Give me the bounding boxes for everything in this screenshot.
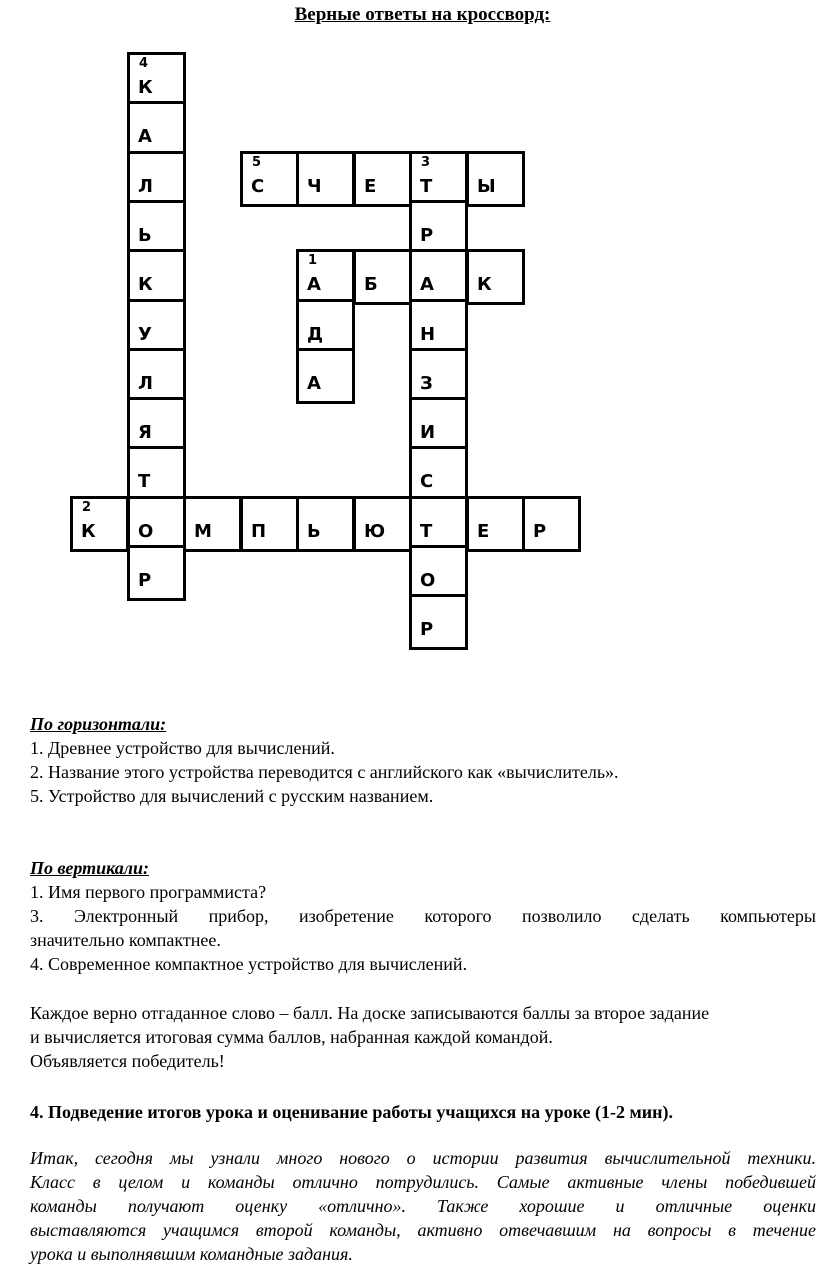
crossword-cell bbox=[409, 151, 468, 207]
scoring-text bbox=[30, 1001, 816, 1073]
crossword-cell bbox=[240, 151, 299, 207]
cell-letter: К bbox=[138, 77, 153, 98]
horizontal-heading: По горизонтали: bbox=[30, 714, 167, 734]
crossword-cell bbox=[70, 496, 129, 552]
crossword-cell bbox=[127, 496, 186, 552]
scoring-line-2: и вычисляется итоговая сумма баллов, набранная каждой командой. bbox=[30, 1027, 553, 1047]
crossword-cell bbox=[127, 249, 186, 305]
cell-letter: А bbox=[307, 373, 321, 394]
crossword-cell bbox=[240, 496, 299, 552]
crossword-cell bbox=[296, 151, 355, 207]
horizontal-clue-5: 5. Устройство для вычислений с русским названием. bbox=[30, 786, 434, 806]
vertical-clue-3-line1: 3. Электронный прибор, изобретение которого позволило сделать компьютеры bbox=[30, 906, 816, 926]
crossword-cell bbox=[353, 151, 412, 207]
crossword-cell bbox=[296, 348, 355, 404]
cell-letter: Л bbox=[138, 176, 153, 197]
cell-letter: Е bbox=[364, 176, 377, 197]
vertical-clue-4: 4. Современное компактное устройство для вычислений. bbox=[30, 954, 468, 974]
crossword-cell bbox=[409, 348, 468, 404]
crossword-cell bbox=[127, 52, 186, 108]
cell-letter: К bbox=[477, 274, 492, 295]
section-4-line-3: команды получают оценку «отлично». Также хорошие и отличные оценки bbox=[30, 1196, 816, 1216]
cell-letter: П bbox=[251, 521, 267, 542]
page-title: Верные ответы на кроссворд: bbox=[294, 4, 551, 25]
clue-number: 4 bbox=[139, 56, 149, 71]
crossword-cell bbox=[409, 397, 468, 453]
cell-letter: Н bbox=[420, 324, 436, 345]
cell-letter: Л bbox=[138, 373, 153, 394]
cell-letter: К bbox=[138, 274, 153, 295]
crossword-cell bbox=[409, 200, 468, 256]
crossword-cell bbox=[127, 200, 186, 256]
crossword-cell bbox=[409, 299, 468, 355]
cell-letter: А bbox=[420, 274, 434, 295]
crossword-cell bbox=[409, 446, 468, 502]
cell-letter: И bbox=[420, 422, 436, 443]
section-4-line-4: выставляются учащимся второй команды, активно отвечавшим на вопросы в течение bbox=[30, 1220, 816, 1240]
cell-letter: Б bbox=[364, 274, 378, 295]
crossword-cell bbox=[466, 151, 525, 207]
crossword-cell bbox=[353, 496, 412, 552]
cell-letter: Е bbox=[477, 521, 490, 542]
cell-letter: Ы bbox=[477, 176, 496, 197]
section-4-line-5: урока и выполнявшим командные задания. bbox=[30, 1244, 353, 1264]
cell-letter: Т bbox=[420, 176, 433, 197]
crossword-cell bbox=[409, 496, 468, 552]
crossword-cell bbox=[466, 496, 525, 552]
crossword-cell bbox=[183, 496, 242, 552]
cell-letter: З bbox=[420, 373, 433, 394]
vertical-heading: По вертикали: bbox=[30, 858, 150, 878]
cell-letter: Т bbox=[420, 521, 433, 542]
clue-number: 3 bbox=[421, 155, 431, 170]
cell-letter: Ю bbox=[364, 521, 386, 542]
crossword-cell bbox=[353, 249, 412, 305]
cell-letter: Д bbox=[307, 324, 324, 345]
cell-letter: С bbox=[251, 176, 265, 197]
crossword-cell bbox=[127, 299, 186, 355]
section-4-heading: 4. Подведение итогов урока и оценивание работы учащихся на уроке (1-2 мин). bbox=[30, 1102, 674, 1122]
crossword-cell bbox=[127, 101, 186, 157]
crossword-cell bbox=[409, 594, 468, 650]
horizontal-clues bbox=[30, 712, 816, 808]
cell-letter: Р bbox=[533, 521, 547, 542]
cell-letter: Ь bbox=[307, 521, 321, 542]
crossword-cell bbox=[127, 151, 186, 207]
cell-letter: О bbox=[138, 521, 154, 542]
crossword-cell bbox=[127, 545, 186, 601]
crossword-cell bbox=[466, 249, 525, 305]
vertical-clues bbox=[30, 856, 816, 976]
cell-letter: С bbox=[420, 471, 434, 492]
vertical-clue-3-line2: значительно компактнее. bbox=[30, 930, 221, 950]
crossword-cell bbox=[296, 249, 355, 305]
cell-letter: А bbox=[307, 274, 321, 295]
clue-number: 1 bbox=[308, 253, 318, 268]
clue-number: 5 bbox=[252, 155, 262, 170]
vertical-clue-1: 1. Имя первого программиста? bbox=[30, 882, 267, 902]
section-4-line-1: Итак, сегодня мы узнали много нового о истории развития вычислительной техники. bbox=[30, 1148, 816, 1168]
cell-letter: Т bbox=[138, 471, 151, 492]
clue-number: 2 bbox=[82, 500, 92, 515]
crossword-cell bbox=[409, 249, 468, 305]
cell-letter: М bbox=[194, 521, 212, 542]
section-4-line-2: Класс в целом и команды отлично потрудились. Самые активные члены победившей bbox=[30, 1172, 816, 1192]
cell-letter: О bbox=[420, 570, 436, 591]
crossword-cell bbox=[522, 496, 581, 552]
cell-letter: У bbox=[138, 324, 152, 345]
crossword-cell bbox=[296, 299, 355, 355]
cell-letter: Ь bbox=[138, 225, 152, 246]
horizontal-clue-1: 1. Древнее устройство для вычислений. bbox=[30, 738, 335, 758]
cell-letter: Р bbox=[420, 619, 434, 640]
cell-letter: Ч bbox=[307, 176, 322, 197]
cell-letter: Я bbox=[138, 422, 152, 443]
cell-letter: А bbox=[138, 126, 152, 147]
crossword-cell bbox=[409, 545, 468, 601]
crossword-cell bbox=[127, 446, 186, 502]
crossword-cell bbox=[127, 348, 186, 404]
scoring-line-3: Объявляется победитель! bbox=[30, 1051, 225, 1071]
section-4-body bbox=[30, 1146, 816, 1266]
scoring-line-1: Каждое верно отгаданное слово – балл. На доске записываются баллы за второе задание bbox=[30, 1003, 710, 1023]
crossword-cell bbox=[127, 397, 186, 453]
cell-letter: К bbox=[81, 521, 96, 542]
cell-letter: Р bbox=[420, 225, 434, 246]
horizontal-clue-2: 2. Название этого устройства переводится с английского как «вычислитель». bbox=[30, 762, 619, 782]
cell-letter: Р bbox=[138, 570, 152, 591]
crossword-cell bbox=[296, 496, 355, 552]
